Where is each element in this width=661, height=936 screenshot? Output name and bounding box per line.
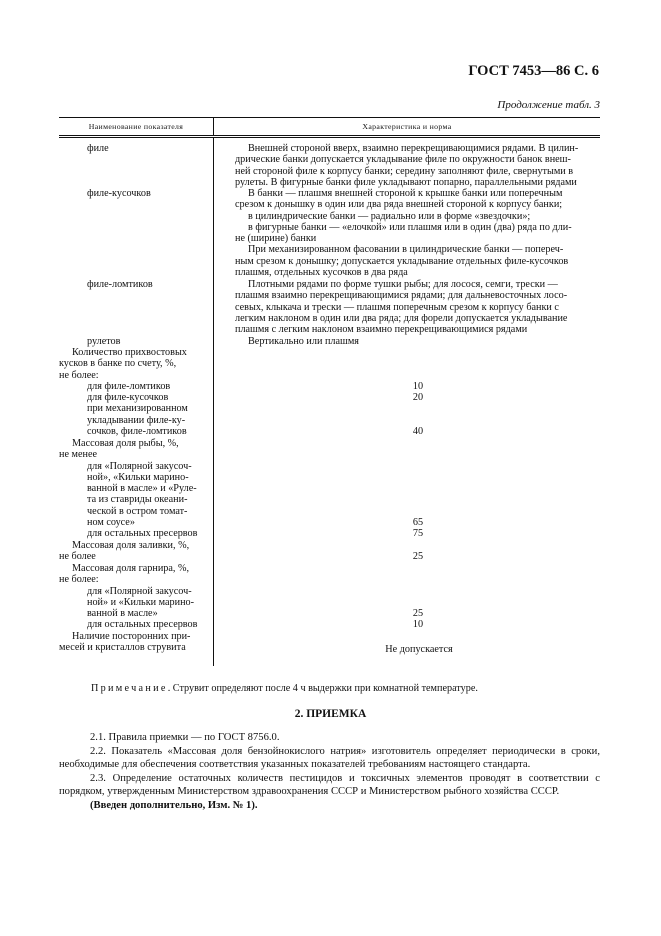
label-line: ной», «Кильки марино-	[87, 471, 189, 483]
label-line: не менее	[59, 449, 97, 461]
label-line: ной» и «Кильки марино-	[87, 596, 195, 608]
label-line: ванной в масле» и «Руле-	[87, 483, 197, 495]
row-label	[59, 438, 209, 540]
value-file-slices: 10	[412, 381, 424, 392]
row-text	[235, 188, 597, 278]
text-line: срезом к донышку в один или два ряда внешней стороной к корпусу банки;	[235, 199, 563, 211]
label-line: кусков в банке по счету, %,	[59, 358, 177, 370]
row-text	[235, 279, 597, 335]
specification-table	[59, 117, 600, 666]
label-line: для остальных пресервов	[87, 528, 198, 540]
label-line: ном соусе»	[87, 517, 135, 529]
text-line: дрические банки допускается укладывание филе по окружности банок внеш-	[235, 154, 571, 166]
column-divider	[213, 138, 214, 666]
text-line: не (ширине) банки	[235, 233, 317, 245]
label-line: та из ставриды океани-	[87, 494, 188, 506]
note-text: . Струвит определяют после 4 ч выдержки при комнатной температуре.	[167, 683, 478, 694]
text-line: ным срезом к донышку; допускается укладывание отдельных филе-кусочков	[235, 255, 569, 267]
label-line: Массовая доля гарнира, %,	[72, 563, 190, 574]
label-line: не более	[59, 551, 96, 563]
label-line: Количество прихвостовых	[72, 347, 187, 358]
text-line: в цилиндрические банки — радиально или в форме «звездочки»;	[248, 210, 531, 222]
label-line: при механизированном	[87, 403, 188, 415]
column-header-indicator: Наименование показателя	[59, 118, 214, 135]
row-label	[59, 540, 209, 563]
text-line: легким наклоном в один или два ряда; для форели допускается укладывание	[235, 312, 568, 324]
value-file-pieces: 20	[412, 392, 424, 403]
label-line: Массовая доля рыбы, %,	[72, 438, 179, 449]
text-line: рулеты. В фигурные банки филе укладывают попарно, параллельными рядами	[235, 176, 577, 188]
label-line: сочков, филе-ломтиков	[87, 426, 187, 438]
label-line: для остальных пресервов	[87, 619, 198, 631]
row-label: филе	[87, 143, 109, 154]
table-continuation-caption: Продолжение табл. 3	[497, 99, 600, 111]
text-line: плашмя с легким наклоном взаимно перекрещивающимися рядами	[235, 324, 528, 336]
note-prefix: Примечание	[91, 683, 168, 694]
text-line: При механизированном фасовании в цилиндрические банки — попереч-	[248, 244, 564, 256]
label-line: не более:	[59, 574, 99, 586]
row-label: филе-кусочков	[87, 188, 151, 199]
column-header-characteristic: Характеристика и норма	[362, 122, 452, 131]
text-line: В банки — плашмя внешней стороной к крышке банки или поперечным	[248, 188, 563, 199]
amendment-note: (Введен дополнительно, Изм. № 1).	[90, 799, 258, 811]
value-fill: 25	[412, 551, 424, 562]
label-line: для «Полярной закусоч-	[87, 460, 192, 472]
text-line: плашмя взаимно перекрещивающимися рядами; для дальневосточных лосо-	[235, 290, 568, 302]
row-label: филе-ломтиков	[87, 279, 153, 290]
text-line: севых, клыкача и трески — плашмя поперечным срезом к корпусу банки с	[235, 301, 559, 313]
value-other-preserves-fish: 75	[412, 528, 424, 539]
value-other-preserves-garnish: 10	[412, 619, 424, 630]
text-line: Вертикально или плашмя	[248, 336, 359, 347]
row-label	[59, 347, 209, 437]
section-title: 2. ПРИЕМКА	[294, 708, 367, 720]
label-line: месей и кристаллов струвита	[59, 642, 186, 654]
text-line: плашмя, отдельных кусочков в два ряда	[235, 267, 408, 279]
text-line: ней стороной филе к корпусу банки; середину заполняют филе, свернутыми в	[235, 165, 574, 177]
row-label	[59, 631, 209, 654]
table-note	[91, 683, 478, 694]
table-header	[59, 117, 600, 135]
value-polar-snack-garnish: 25	[412, 608, 424, 619]
label-line: Наличие посторонних при-	[72, 631, 191, 642]
text-line: Внешней стороной вверх, взаимно перекрещивающимися рядами. В цилин-	[248, 143, 579, 154]
paragraph-2-3: 2.3. Определение остаточных количеств пестицидов и токсичных элементов проводят в соответствии с порядком, утвержденным Министерством здравоохранения СССР и Министерством рыбного хозяйства СССР.	[59, 772, 600, 797]
value-impurities: Не допускается	[385, 644, 453, 655]
row-text	[235, 336, 597, 347]
label-line: не более:	[59, 369, 99, 381]
paragraph-2-2: 2.2. Показатель «Массовая доля бензойнокислого натрия» изготовитель определяет периодически в сроки, необходимые для обеспечения соответствия указанных показателей требованиям настоящего стандарта.	[59, 745, 600, 770]
paragraph-2-1: 2.1. Правила приемки — по ГОСТ 8756.0.	[90, 732, 280, 743]
value-polar-snack-fish: 65	[412, 517, 424, 528]
label-line: ванной в масле»	[87, 608, 158, 620]
label-line: для филе-кусочков	[87, 392, 169, 404]
label-line: для «Полярной закусоч-	[87, 585, 192, 597]
row-label: рулетов	[87, 336, 121, 347]
section-body	[59, 731, 600, 812]
label-line: укладывании филе-ку-	[87, 414, 186, 426]
page-reference: ГОСТ 7453—86 С. 6	[468, 63, 599, 79]
text-line: Плотными рядами по форме тушки рыбы; для лосося, семги, трески —	[248, 279, 558, 290]
value-mechanized: 40	[412, 426, 424, 437]
label-line: Массовая доля заливки, %,	[72, 540, 190, 551]
table-body	[59, 138, 600, 666]
row-label	[59, 563, 209, 631]
row-text	[235, 143, 597, 188]
label-line: ческой в остром томат-	[87, 505, 188, 517]
label-line: для филе-ломтиков	[87, 380, 171, 392]
text-line: в фигурные банки — «елочкой» или плашмя или в один (два) ряда по дли-	[248, 221, 572, 233]
